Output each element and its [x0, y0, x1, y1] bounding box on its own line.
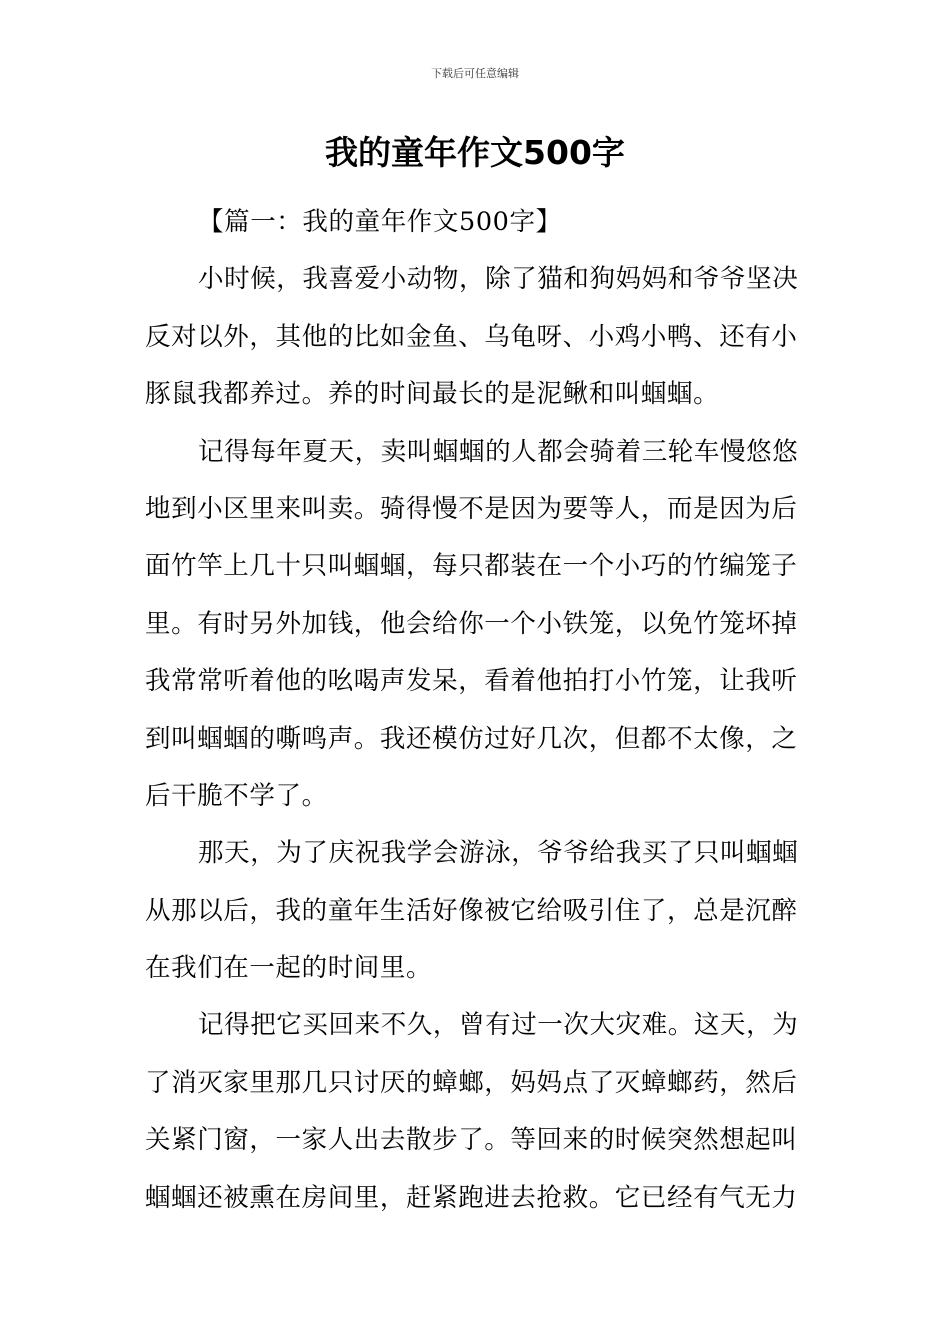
document-body — [145, 194, 807, 1227]
text-line: 从那以后，我的童年生活好像被它给吸引住了，总是沉醉 — [145, 895, 798, 926]
text-line: 关紧门窗，一家人出去散步了。等回来的时候突然想起叫 — [145, 1125, 798, 1156]
text-line: 里。有时另外加钱，他会给你一个小铁笼，以免竹笼坏掉 — [145, 608, 798, 639]
text-line: 蝈蝈还被熏在房间里，赶紧跑进去抢救。它已经有气无力 — [145, 1182, 798, 1213]
text-line: 豚鼠我都养过。养的时间最长的是泥鳅和叫蝈蝈。 — [145, 379, 720, 410]
text-line: 我常常听着他的吆喝声发呆，看着他拍打小竹笼，让我听 — [145, 666, 798, 697]
text-line: 反对以外，其他的比如金鱼、乌龟呀、小鸡小鸭、还有小 — [145, 321, 798, 352]
text-line: 那天，为了庆祝我学会游泳，爷爷给我买了只叫蝈蝈 — [198, 838, 799, 869]
text-line: 记得把它买回来不久，曾有过一次大灾难。这天，为 — [198, 1010, 799, 1041]
text-line: 记得每年夏天，卖叫蝈蝈的人都会骑着三轮车慢悠悠 — [198, 436, 799, 467]
text-line: 在我们在一起的时间里。 — [145, 953, 433, 984]
text-line: 到叫蝈蝈的嘶鸣声。我还模仿过好几次，但都不太像，之 — [145, 723, 798, 754]
text-line: 了消灭家里那几只讨厌的蟑螂，妈妈点了灭蟑螂药，然后 — [145, 1067, 798, 1098]
text-line: 后干脆不学了。 — [145, 780, 328, 811]
text-line: 面竹竿上几十只叫蝈蝈，每只都装在一个小巧的竹编笼子 — [145, 551, 798, 582]
header-note: 下载后可任意编辑 — [431, 67, 519, 80]
text-line: 小时候，我喜爱小动物，除了猫和狗妈妈和爷爷坚决 — [198, 264, 799, 295]
text-line: 地到小区里来叫卖。骑得慢不是因为要等人，而是因为后 — [145, 493, 798, 524]
section-heading: 【篇一：我的童年作文500字】 — [198, 207, 562, 237]
document-title: 我的童年作文500字 — [325, 133, 625, 172]
